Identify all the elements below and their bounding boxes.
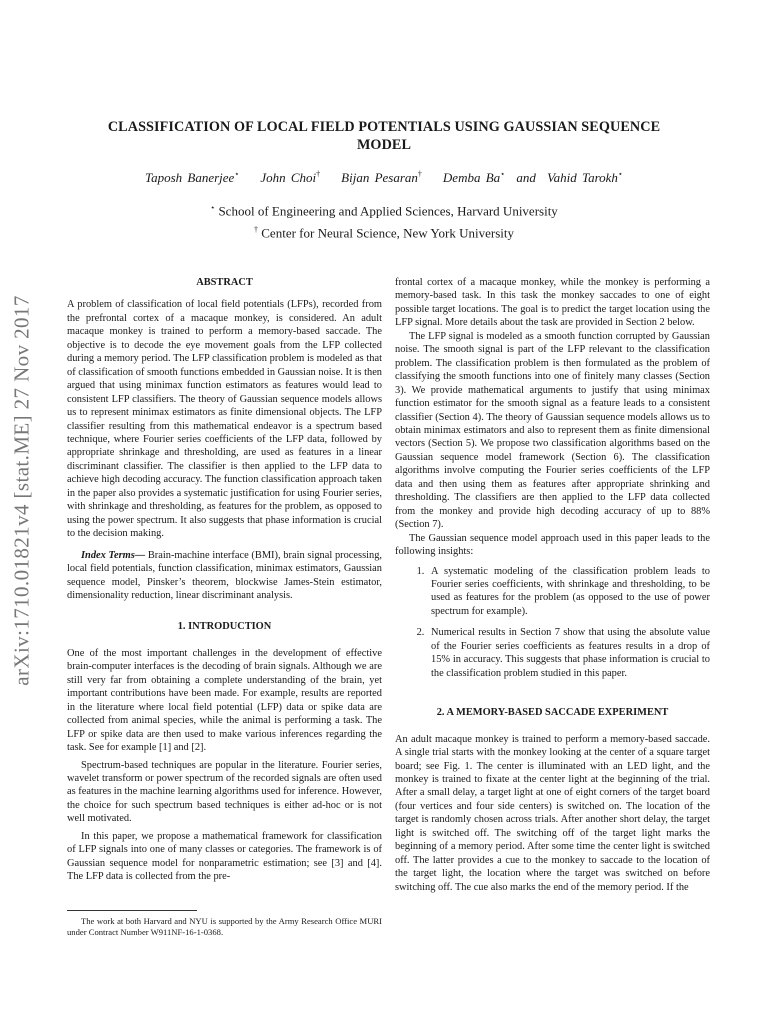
index-terms	[67, 549, 382, 603]
list-item: 2. Numerical results in Section 7 show that using the absolute value of the Fourier series coefficients as features results in a drop of 15% in accuracy. This suggests that phase information is crucial to the classification problem studied in this paper.	[427, 626, 710, 680]
insights-list	[395, 565, 710, 681]
affiliation: † Center for Neural Science, New York University	[254, 224, 514, 240]
abstract-heading: ABSTRACT	[196, 277, 253, 288]
author-conjunction: and	[516, 170, 536, 186]
paper-title	[60, 118, 708, 154]
intro-paragraph: In this paper, we propose a mathematical framework for classification of LFP signals into one of many classes or categories. The framework is of Gaussian sequence model for nonparametric estimation; see [3] and [4]. The LFP data is collected from the pre-	[67, 830, 382, 883]
body-paragraph: The Gaussian sequence model approach used in this paper leads to the following insights:	[395, 532, 710, 558]
intro-paragraph: Spectrum-based techniques are popular in the literature. Fourier series, wavelet transform or power spectrum of the recorded signals are often used as features in the machine learning algorithms used for inference. However, the choice for such spectrum based techniques is either ad-hoc or is not well motivated.	[67, 759, 382, 825]
right-column	[395, 276, 710, 894]
author: Bijan Pesaran†	[341, 170, 422, 186]
paper-title-line-1: CLASSIFICATION OF LOCAL FIELD POTENTIALS USING GAUSSIAN SEQUENCE	[107, 119, 661, 135]
section-2-heading: 2. A MEMORY-BASED SACCADE EXPERIMENT	[436, 707, 669, 719]
body-paragraph: frontal cortex of a macaque monkey, while the monkey is performing a memory-based task. In this task the monkey saccades to one of eight possible target locations. The goal is to predict the target location using the LFP signal. More details about the task are provided in Section 2 below.	[395, 277, 710, 329]
author-list	[60, 170, 708, 186]
author: Taposh Banerjee⋆	[145, 170, 240, 186]
section-2-paragraph: An adult macaque monkey is trained to perform a memory-based saccade. A single trial starts with the monkey looking at the center of a square target board; see Fig. 1. The center is illuminated with an LED light, and the monkey is trained to fixate at the center light at the beginning of the trial. After a small delay, a target light at one of eight corners of the target board (four vertices and four side centers) is switched on. The location of the target is randomly chosen across trials. After another short delay, the target light is switched off. The switching off of the target light marks the beginning of a memory period. After some time the center light is switched off. The latter provides a cue to the monkey to saccade to the location of the target light, the location where the target was switched on before switching off. The cue also marks the end of the memory period. If the	[395, 733, 710, 893]
author: Vahid Tarokh⋆	[547, 170, 623, 186]
paper-title-line-2: MODEL	[356, 137, 412, 153]
abstract-text: A problem of classification of local field potentials (LFPs), recorded from the prefrontal cortex of a macaque monkey, is considered. An adult macaque monkey is trained to perform a memory-based saccade. The objective is to decode the eye movement goals from the LFP collected during a memory period. The LFP classification problem is modeled as that of classification of smooth functions embedded in Gaussian noise. It is then argued that using minimax function estimators as features would lead to consistent LFP classifiers. The theory of Gaussian sequence models allows us to represent minimax estimators as finite dimensional objects. The LFP classifier resulting from this mathematical endeavor is a spectrum based technique, where Fourier series coefficients of the LFP data, followed by appropriate shrinkage and thresholding, are used as features in a linear discriminant classifier. The classifier is then applied to the LFP data to achieve high decoding accuracy. The function classification approach taken in the paper also provides a systematic justification for using Fourier series, with shrinkage and thresholding, as features for the problem, as opposed to using the power spectrum. It also suggests that phase information is crucial to the decision making.	[67, 299, 382, 540]
footnote	[67, 910, 382, 938]
index-terms-text: Brain-machine interface (BMI), brain signal processing, local field potentials, function classification, minimax estimators, Gaussian sequence model, Pinsker’s theorem, blockwise James-Stein estimator, dimensionality reduction, linear discriminant analysis.	[67, 549, 382, 601]
intro-paragraph: One of the most important challenges in the development of effective brain-computer interfaces is the decoding of brain signals. Although we are still very far from obtaining a complete understanding of the brain, yet important contributions have been made. For example, results are reported in the literature where local field potential (LFP) data or spike data are collected from animal species, while the animal is performing a task. The LFP or spike data are then used to make various inferences regarding the task. See for example [1] and [2].	[67, 647, 382, 754]
list-item: 1. A systematic modeling of the classification problem leads to Fourier series coefficients, with shrinkage and thresholding, to be used as features for the problem (as opposed to the use of power spectrum for example).	[427, 565, 710, 619]
affiliation-list	[60, 199, 708, 242]
affiliation: ⋆ School of Engineering and Applied Sciences, Harvard University	[210, 203, 558, 219]
footnote-rule	[67, 910, 197, 911]
body-paragraph: The LFP signal is modeled as a smooth function corrupted by Gaussian noise. The smooth signal is part of the LFP relevant to the classification problem. The classification problem is then formulated as the problem of classifying the smooth functions into one of finitely many classes (Section 3). We provide mathematical arguments to justify that using minimax function estimator for the smooth signal as a feature leads to a consistent classifier (Section 4). The theory of Gaussian sequence models allows us to obtain minimax estimators and also to represent them as finite dimensional vectors (Section 5). We propose two classification algorithms based on the Gaussian sequence model framework (Section 6). The classification algorithms involve computing the Fourier series coefficients of the LFP data and then using them as features after appropriate shrinking and thresholding. The classifiers are then applied to the LFP data collected from the monkey and provide high decoding accuracy of up to 88% (Section 7).	[395, 330, 710, 531]
left-column	[67, 272, 382, 884]
arxiv-identifier-stamp	[0, 230, 44, 750]
author: John Choi†	[260, 170, 321, 186]
footnote-text: The work at both Harvard and NYU is supported by the Army Research Office MURI under Contract Number W911NF-16-1-0368.	[67, 916, 382, 937]
arxiv-identifier: arXiv:1710.01821v4 [stat.ME] 27 Nov 2017	[9, 294, 34, 686]
paper-header	[60, 118, 708, 242]
introduction-heading: 1. INTRODUCTION	[177, 621, 272, 633]
index-terms-label: Index Terms—	[81, 549, 146, 561]
author: Demba Ba⋆	[442, 170, 506, 186]
